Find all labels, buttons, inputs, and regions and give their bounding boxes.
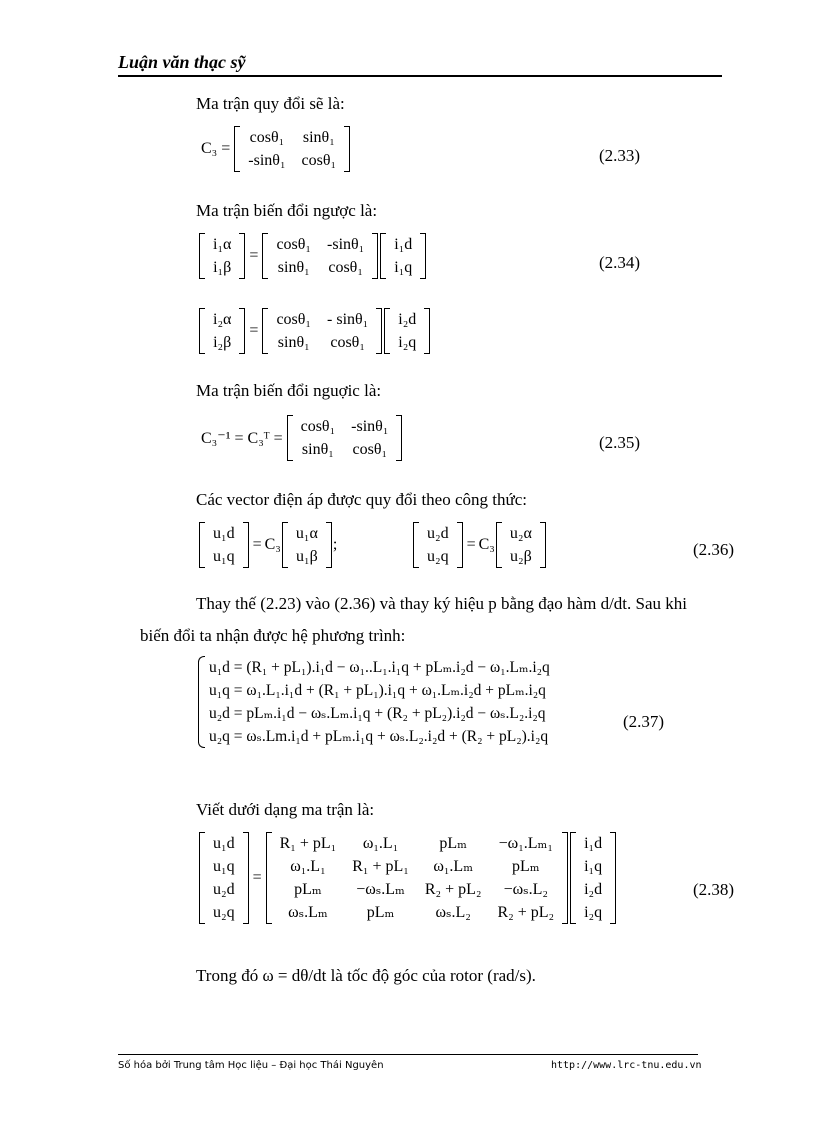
eq-number-2-34: (2.34) <box>599 253 641 272</box>
footer-rule <box>118 1054 698 1055</box>
equation-2-36-right: u₂d u₂q = C₃ u₂α u₂β <box>412 522 547 568</box>
equation-2-35: C₃⁻¹ = C₃ᵀ = cosθ₁ -sinθ₁ sinθ₁ cosθ₁ <box>198 415 403 461</box>
paragraph-p5-line2: biến đổi ta nhận được hệ phương trình: <box>140 626 406 645</box>
paragraph-p7: Trong đó ω = dθ/dt là tốc độ góc của rotor (rad/s). <box>196 966 536 985</box>
eq-number-2-38: (2.38) <box>693 880 735 899</box>
equation-2-38: u₁d u₁q u₂d u₂q = R₁ + pL₁ ω₁.L₁ pLₘ −ω₁.Lₘ₁ ω₁.L₁ R₁ + pL₁ ω₁.Lₘ pLₘ pLₘ −ωₛ.Lₘ R₂ + pL₂ −ωₛ.L₂ ωₛ.Lₘ pLₘ ωₛ.L₂ R₂ + pL₂ i₁d i₁q i₂d i₂q <box>198 832 617 924</box>
eq-number-2-35: (2.35) <box>599 433 641 452</box>
paragraph-p2: Ma trận biến đổi ngược là: <box>196 201 378 220</box>
footer-url-link[interactable]: http://www.lrc-tnu.edu.vn <box>551 1060 702 1071</box>
paragraph-p5-line1: Thay thế (2.23) vào (2.36) và thay ký hiệu p bằng đạo hàm d/dt. Sau khi <box>196 594 687 613</box>
footer-source: Số hóa bởi Trung tâm Học liệu – Đại học Thái Nguyên <box>118 1060 384 1071</box>
equation-2-34a: i₁α i₁β = cosθ₁ -sinθ₁ sinθ₁ cosθ₁ i₁d i₁q <box>198 233 427 279</box>
paragraph-p3: Ma trận biến đổi nguợic là: <box>196 381 382 400</box>
equation-2-36-left: u₁d u₁q = C₃ u₁α u₁β ; <box>198 522 337 568</box>
equation-2-33 <box>198 126 351 172</box>
eq235-lhs: C₃⁻¹ = C₃ᵀ = <box>201 430 283 447</box>
system-brace <box>198 656 205 748</box>
eq-number-2-33: (2.33) <box>599 146 641 165</box>
equation-2-37: u₁d = (R₁ + pL₁).i₁d − ω₁..L₁.i₁q + pLₘ.i₂d − ω₁.Lₘ.i₂q u₁q = ω₁.L₁.i₁d + (R₁ + pL₁).i₁q + ω₁.Lₘ.i₂d + pLₘ.i₂q u₂d = pLₘ.i₁d − ωₛ.Lₘ.i₁q + (R₂ + pL₂).i₂d − ωₛ.L₂.i₂q u₂q = ωₛ.Lm.i₁d + pLₘ.i₁q + ωₛ.L₂.i₂d + (R₂ + pL₂).i₂q <box>198 656 550 748</box>
page-header-title: Luận văn thạc sỹ <box>118 52 246 72</box>
eq-number-2-36: (2.36) <box>693 540 735 559</box>
paragraph-p6: Viết dưới dạng ma trận là: <box>196 800 375 819</box>
header-rule <box>118 75 722 77</box>
paragraph-p1: Ma trận quy đổi sẽ là: <box>196 94 345 113</box>
eq-number-2-37: (2.37) <box>623 712 665 731</box>
eq233-lhs: C₃ = <box>201 140 231 157</box>
paragraph-p4: Các vector điện áp được quy đổi theo công thức: <box>196 490 527 509</box>
equation-2-34b: i₂α i₂β = cosθ₁ - sinθ₁ sinθ₁ cosθ₁ i₂d i₂q <box>198 308 431 354</box>
eq233-matrix: cosθ₁ sinθ₁ -sinθ₁ cosθ₁ <box>234 126 350 172</box>
